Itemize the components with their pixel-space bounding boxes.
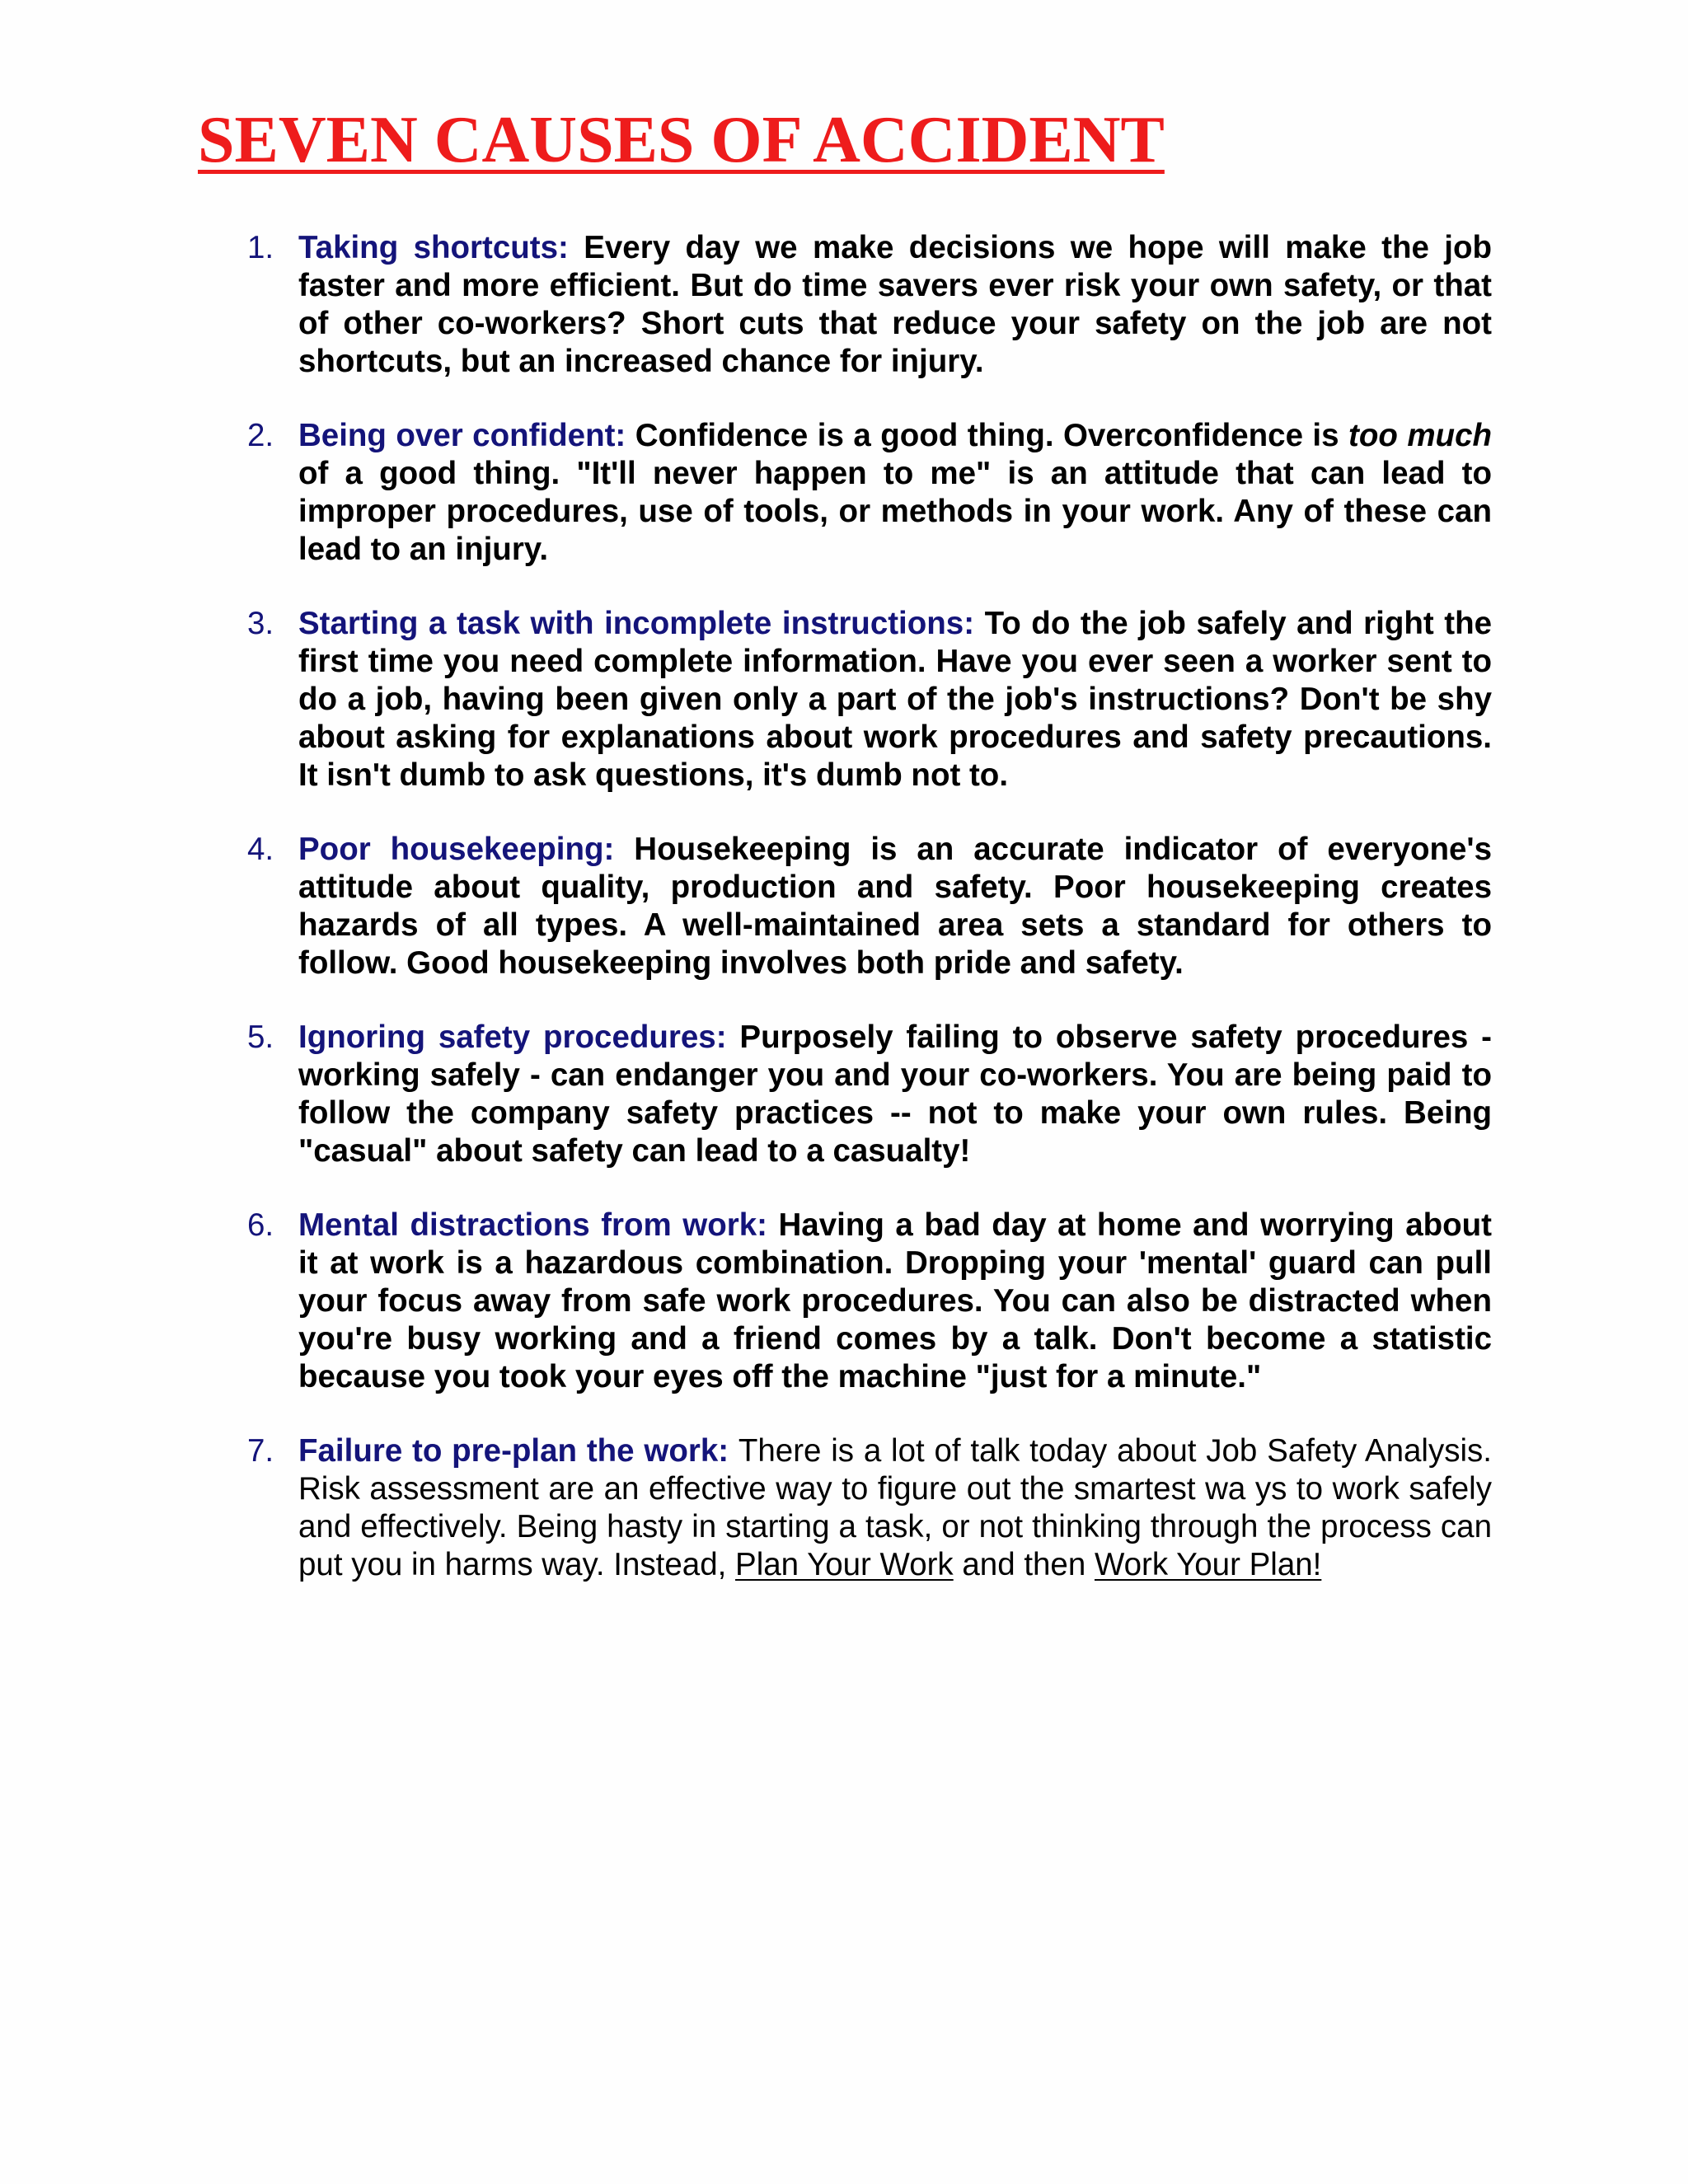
item-number: 1. (247, 230, 274, 265)
item-number: 3. (247, 606, 274, 641)
item-body: Housekeeping is an accurate indicator of everyone's attitude about quality, production and safety. Poor housekeeping creates hazards of all types. A well-maintained area sets a standard for others to follow. Good housekeeping involves both pride and safety. (298, 832, 1493, 981)
list-item-3 (247, 605, 1492, 794)
item-number: 5. (247, 1019, 274, 1055)
list-item-5 (247, 1019, 1492, 1170)
list-item-7 (247, 1432, 1492, 1584)
item-number: 2. (247, 418, 274, 453)
item-number: 4. (247, 832, 274, 867)
list-item-4 (247, 831, 1492, 982)
item-body-part: There is a lot of talk today about Job Safety Analysis. Risk assessment are an effective way to figure out the smartest wa ys to work safely and effectively. Being hasty in starting a task, or not thinking through the process can put you in harms way. Instead, (298, 1433, 1492, 1582)
plan-your-work-text: Plan Your Work (735, 1547, 954, 1582)
item-number: 6. (247, 1207, 274, 1243)
list-item-6 (247, 1207, 1492, 1396)
item-heading: Mental distractions from work: (298, 1207, 767, 1243)
item-body: Purposely failing to observe safety procedures - working safely - can endanger you and your co-workers. You are being paid to follow the company safety practices -- not to make your own rules. Being "casual" about safety can lead to a casualty! (298, 1019, 1492, 1169)
item-body-part: of a good thing. "It'll never happen to me" is an attitude that can lead to improper procedures, use of tools, or methods in your work. Any of these can lead to an injury. (298, 456, 1492, 567)
item-body-part: and then (962, 1547, 1086, 1582)
item-heading: Ignoring safety procedures: (298, 1019, 727, 1055)
item-body: Every day we make decisions we hope will make the job faster and more efficient. But do time savers ever risk your own safety, or that of other co-workers? Short cuts that reduce your safety on the job are not shortcuts, but an increased chance for injury. (298, 230, 1492, 379)
work-your-plan-text: Work Your Plan! (1094, 1547, 1322, 1582)
list-item-2 (247, 417, 1492, 569)
page-title: SEVEN CAUSES OF ACCIDENT (198, 104, 1165, 176)
item-heading: Being over confident: (298, 418, 626, 453)
item-heading: Failure to pre-plan the work: (298, 1433, 729, 1469)
item-number: 7. (247, 1433, 274, 1469)
item-body: To do the job safely and right the first time you need complete information. Have you ever seen a worker sent to do a job, having been given only a part of the job's instructions? Don't be shy about asking for explanations about work procedures and safety precautions. It isn't dumb to ask questions, it's dumb not to. (298, 606, 1492, 793)
item-body: Having a bad day at home and worrying about it at work is a hazardous combination. Dropping your 'mental' guard can pull your focus away from safe work procedures. You can also be distracted when you're busy working and a friend comes by a talk. Don't become a statistic because you took your eyes off the machine "just for a minute." (298, 1207, 1492, 1394)
causes-list (247, 229, 1492, 1620)
item-heading: Poor housekeeping: (298, 832, 615, 867)
item-heading: Taking shortcuts: (298, 230, 569, 265)
item-body-emphasis: too much (1348, 418, 1493, 453)
list-item-1 (247, 229, 1492, 381)
item-heading: Starting a task with incomplete instructions: (298, 606, 975, 641)
item-body-part: Confidence is a good thing. Overconfidence is (635, 418, 1339, 453)
